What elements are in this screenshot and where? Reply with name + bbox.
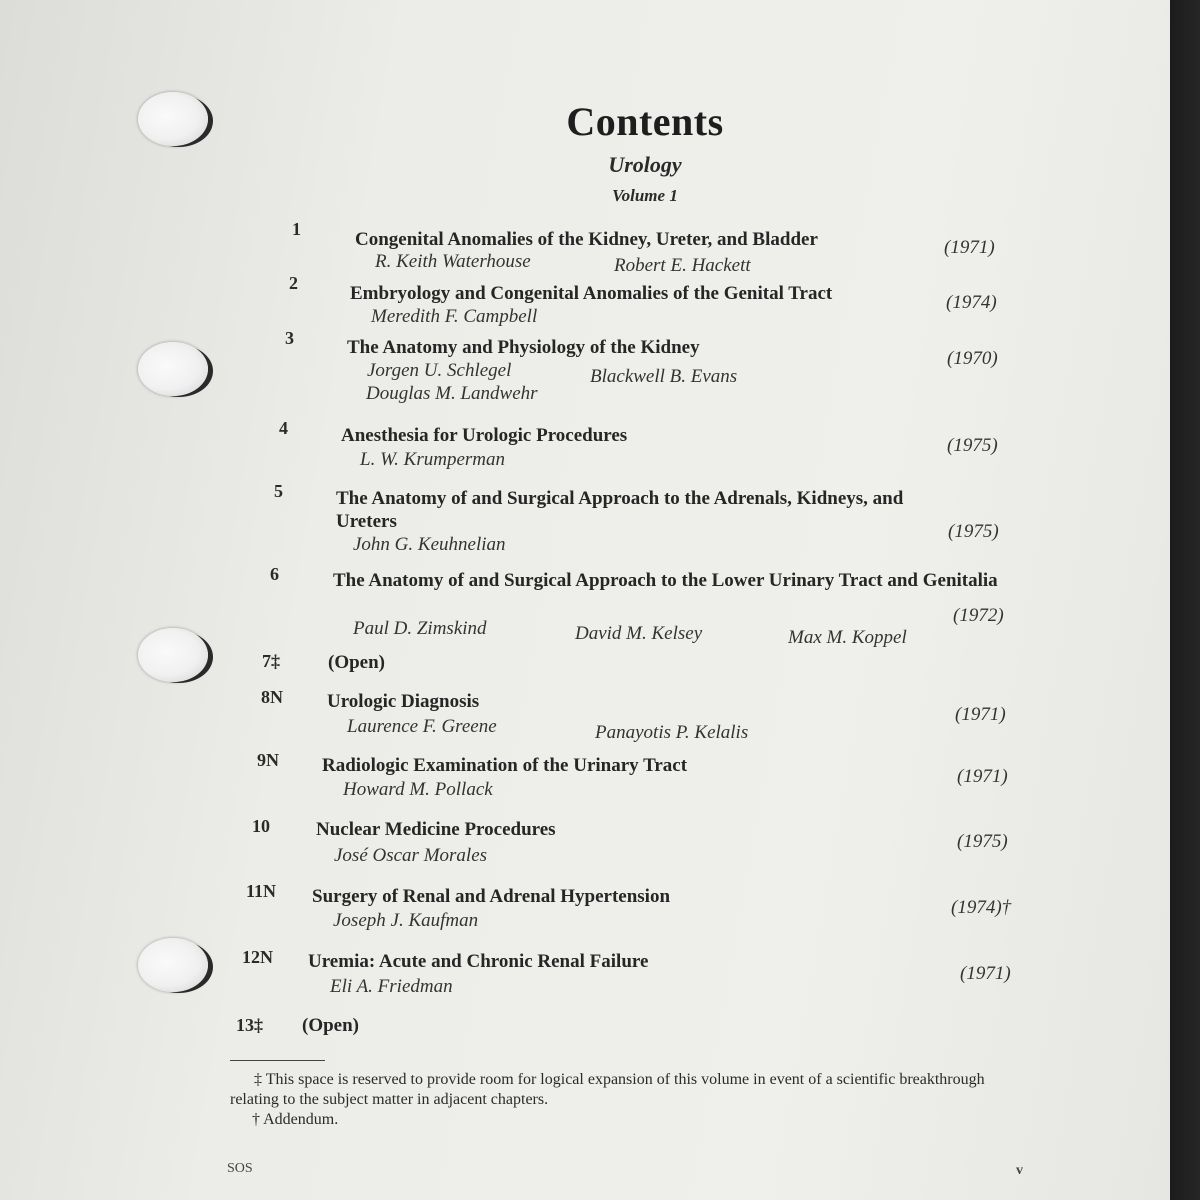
chapter-year: (1975) xyxy=(957,831,1008,852)
chapter-author: Eli A. Friedman xyxy=(330,976,453,997)
page-edge-shadow xyxy=(1170,0,1200,1200)
chapter-number: 6 xyxy=(270,564,279,584)
chapter-year: (1971) xyxy=(957,766,1008,787)
footnote-reserved: ‡ This space is reserved to provide room for logical expansion of this volume in event of a scientific breakthrough relating to the subject matter in adjacent chapters. xyxy=(230,1071,985,1108)
chapter-year: (1970) xyxy=(947,348,998,369)
chapter-year: (1971) xyxy=(944,237,995,258)
chapter-number: 3 xyxy=(285,328,294,348)
chapter-title: Radiologic Examination of the Urinary Tract xyxy=(322,755,688,776)
chapter-number: 2 xyxy=(289,273,298,293)
chapter-title: Urologic Diagnosis xyxy=(327,691,480,712)
chapter-author: Max M. Koppel xyxy=(788,627,907,648)
chapter-title: Surgery of Renal and Adrenal Hypertension xyxy=(312,886,671,907)
chapter-author: Robert E. Hackett xyxy=(614,255,751,276)
chapter-author: Blackwell B. Evans xyxy=(590,366,738,387)
footnote-addendum: † Addendum. xyxy=(252,1111,339,1128)
chapter-author: Douglas M. Landwehr xyxy=(366,383,538,404)
chapter-year: (1971) xyxy=(960,963,1011,984)
chapter-number: 10 xyxy=(252,816,270,836)
volume-label: Volume 1 xyxy=(612,186,678,205)
chapter-author: L. W. Krumperman xyxy=(360,449,505,470)
footnote-rule xyxy=(230,1060,325,1061)
chapter-year: (1975) xyxy=(947,435,998,456)
chapter-title: Congenital Anomalies of the Kidney, Ureter, and Bladder xyxy=(355,229,818,250)
chapter-number: 5 xyxy=(274,481,283,501)
chapter-title: Embryology and Congenital Anomalies of the Genital Tract xyxy=(350,283,833,304)
page-number: v xyxy=(1016,1163,1023,1178)
chapter-author: Joseph J. Kaufman xyxy=(333,910,479,931)
chapter-year: (1974) xyxy=(946,292,997,313)
chapter-author: Laurence F. Greene xyxy=(347,716,497,737)
chapter-year: (1972) xyxy=(953,605,1004,626)
chapter-number: 4 xyxy=(279,418,288,438)
chapter-author: Meredith F. Campbell xyxy=(371,306,538,327)
chapter-number: 12N xyxy=(242,947,273,967)
binder-hole xyxy=(138,628,208,682)
chapter-title: Nuclear Medicine Procedures xyxy=(316,819,556,840)
chapter-title: The Anatomy of and Surgical Approach to the Adrenals, Kidneys, and Ureters xyxy=(336,488,904,532)
binder-hole xyxy=(138,342,208,396)
chapter-title: The Anatomy of and Surgical Approach to the Lower Urinary Tract and Genitalia xyxy=(333,570,998,591)
chapter-author: José Oscar Morales xyxy=(334,845,488,866)
chapter-year: (1971) xyxy=(955,704,1006,725)
chapter-number: 7‡ xyxy=(262,651,280,671)
chapter-author: R. Keith Waterhouse xyxy=(375,251,531,272)
chapter-author: Howard M. Pollack xyxy=(343,779,493,800)
binder-hole xyxy=(138,938,208,992)
section-subtitle: Urology xyxy=(608,152,682,177)
chapter-number: 13‡ xyxy=(236,1015,263,1035)
page-title: Contents xyxy=(566,99,724,144)
chapter-year: (1975) xyxy=(948,521,999,542)
footer-series: SOS xyxy=(227,1161,253,1176)
chapter-title: The Anatomy and Physiology of the Kidney xyxy=(347,337,700,358)
chapter-number: 1 xyxy=(292,219,301,239)
chapter-number: 8N xyxy=(261,687,283,707)
chapter-title: Uremia: Acute and Chronic Renal Failure xyxy=(308,951,649,972)
chapter-title: Anesthesia for Urologic Procedures xyxy=(341,425,628,446)
chapter-open: (Open) xyxy=(328,652,385,673)
chapter-author: Jorgen U. Schlegel xyxy=(367,360,512,381)
chapter-author: Paul D. Zimskind xyxy=(353,618,487,639)
chapter-open: (Open) xyxy=(302,1015,359,1036)
chapter-number: 9N xyxy=(257,750,279,770)
chapter-author: John G. Keuhnelian xyxy=(353,534,506,555)
chapter-number: 11N xyxy=(246,881,277,901)
chapter-author: Panayotis P. Kelalis xyxy=(595,722,749,743)
chapter-author: David M. Kelsey xyxy=(575,623,703,644)
chapter-year: (1974)† xyxy=(951,897,1012,918)
